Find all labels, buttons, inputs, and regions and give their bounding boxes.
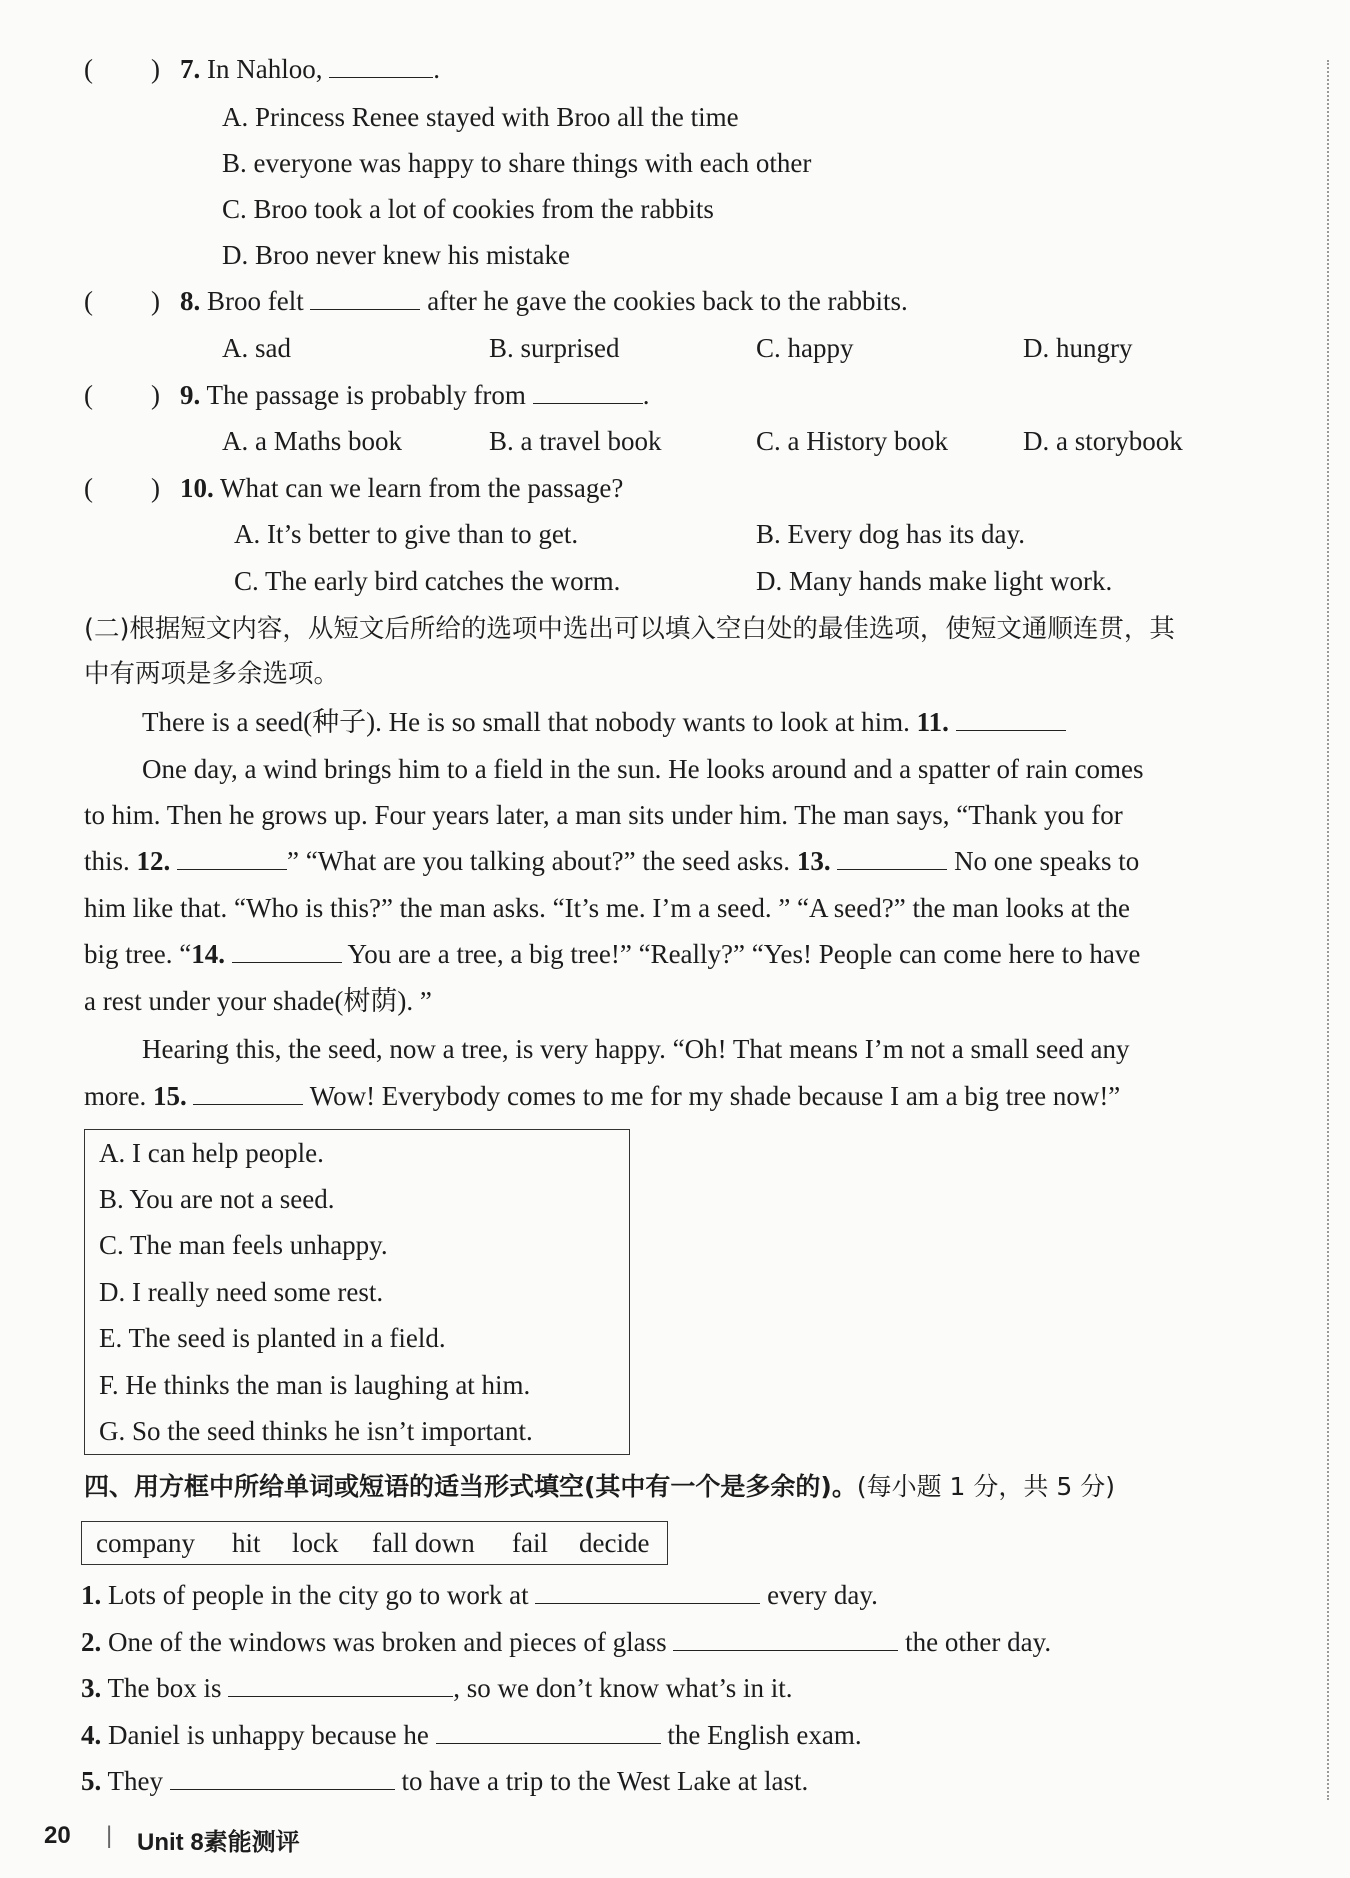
answer-blank-14[interactable] [232, 938, 342, 963]
option-box-g: G. So the seed thinks he isn’t important. [99, 1416, 533, 1446]
word-bank-box [81, 1521, 668, 1565]
answer-blank[interactable] [329, 53, 433, 78]
answer-blank-12[interactable] [177, 845, 287, 870]
passage-line: a rest under your shade(树荫). ” [84, 986, 432, 1016]
passage-line: Hearing this, the seed, now a tree, is very happy. “Oh! That means I’m not a small seed any [142, 1034, 1130, 1064]
option-10c: C. The early bird catches the worm. [234, 566, 621, 596]
answer-blank[interactable] [170, 1765, 395, 1790]
option-7d: D. Broo never knew his mistake [222, 240, 570, 270]
answer-paren-7[interactable]: ( ) [84, 54, 160, 84]
section2-instruction: (二)根据短文内容，从短文后所给的选项中选出可以填入空白处的最佳选项，使短文通顺连贯，其 [84, 614, 1175, 644]
answer-paren-9[interactable]: ( ) [84, 380, 160, 410]
option-8a: A. sad [222, 333, 291, 363]
option-9d: D. a storybook [1023, 426, 1183, 456]
passage-line: big tree. “14. You are a tree, a big tree!” “Really?” “Yes! People can come here to have [84, 939, 1141, 969]
options-box [84, 1129, 630, 1455]
option-box-d: D. I really need some rest. [99, 1277, 384, 1307]
question-number: 7. [180, 54, 201, 84]
question-8-stem: 8. Broo felt after he gave the cookies back to the rabbits. [180, 286, 908, 316]
passage-line: There is a seed(种子). He is so small that nobody wants to look at him. 11. [142, 705, 1066, 739]
answer-blank[interactable] [673, 1626, 898, 1651]
option-box-a: A. I can help people. [99, 1138, 324, 1168]
word-bank-item: fail [512, 1528, 548, 1558]
answer-paren-10[interactable]: ( ) [84, 473, 160, 503]
option-box-e: E. The seed is planted in a field. [99, 1323, 446, 1353]
option-box-f: F. He thinks the man is laughing at him. [99, 1370, 531, 1400]
answer-paren-8[interactable]: ( ) [84, 286, 160, 316]
passage-line: this. 12. ” “What are you talking about?” the seed asks. 13. No one speaks to [84, 846, 1140, 876]
passage-line: One day, a wind brings him to a field in the sun. He looks around and a spatter of rain comes [142, 754, 1144, 784]
question-9-stem: 9. The passage is probably from . [180, 380, 650, 410]
word-bank-item: company [96, 1528, 195, 1558]
answer-blank[interactable] [436, 1719, 661, 1744]
margin-rule [1327, 60, 1329, 1800]
question-10-stem: 10. What can we learn from the passage? [180, 473, 624, 503]
section2-instruction-cont: 中有两项是多余选项。 [84, 659, 340, 689]
fill-item-4: 4. Daniel is unhappy because he the English exam. [81, 1720, 862, 1750]
option-box-b: B. You are not a seed. [99, 1184, 335, 1214]
word-bank-item: decide [579, 1528, 650, 1558]
option-10a: A. It’s better to give than to get. [234, 519, 579, 549]
answer-blank[interactable] [310, 285, 420, 310]
option-10d: D. Many hands make light work. [756, 566, 1113, 596]
footer-unit: Unit 8素能测评 [137, 1828, 300, 1856]
answer-blank-11[interactable] [956, 706, 1066, 731]
option-8c: C. happy [756, 333, 854, 363]
question-7-stem: 7. In Nahloo, . [180, 54, 440, 84]
word-bank-item: lock [292, 1528, 339, 1558]
option-9c: C. a History book [756, 426, 948, 456]
answer-blank-13[interactable] [837, 845, 947, 870]
option-9b: B. a travel book [489, 426, 662, 456]
option-10b: B. Every dog has its day. [756, 519, 1025, 549]
passage-line: more. 15. Wow! Everybody comes to me for my shade because I am a big tree now!” [84, 1081, 1121, 1111]
footer-divider: | [106, 1822, 113, 1849]
passage-line: to him. Then he grows up. Four years later, a man sits under him. The man says, “Thank you for [84, 800, 1123, 830]
option-9a: A. a Maths book [222, 426, 402, 456]
answer-blank[interactable] [535, 1579, 760, 1604]
option-8b: B. surprised [489, 333, 620, 363]
fill-item-3: 3. The box is , so we don’t know what’s in it. [81, 1673, 793, 1703]
fill-item-1: 1. Lots of people in the city go to work at every day. [81, 1580, 878, 1610]
option-8d: D. hungry [1023, 333, 1133, 363]
word-bank-item: hit [232, 1528, 261, 1558]
fill-item-5: 5. They to have a trip to the West Lake at last. [81, 1766, 809, 1796]
fill-item-2: 2. One of the windows was broken and pieces of glass the other day. [81, 1627, 1052, 1657]
option-7b: B. everyone was happy to share things with each other [222, 148, 812, 178]
option-7a: A. Princess Renee stayed with Broo all the time [222, 102, 739, 132]
page-number: 20 [44, 1822, 71, 1849]
passage-line: him like that. “Who is this?” the man asks. “It’s me. I’m a seed. ” “A seed?” the man looks at the [84, 893, 1130, 923]
answer-blank[interactable] [533, 379, 643, 404]
answer-blank-15[interactable] [193, 1080, 303, 1105]
option-box-c: C. The man feels unhappy. [99, 1230, 388, 1260]
word-bank-item: fall down [372, 1528, 475, 1558]
option-7c: C. Broo took a lot of cookies from the rabbits [222, 194, 714, 224]
answer-blank[interactable] [228, 1672, 453, 1697]
section4-title: 四、用方框中所给单词或短语的适当形式填空(其中有一个是多余的)。(每小题 1 分，共 5 分) [84, 1472, 1115, 1501]
